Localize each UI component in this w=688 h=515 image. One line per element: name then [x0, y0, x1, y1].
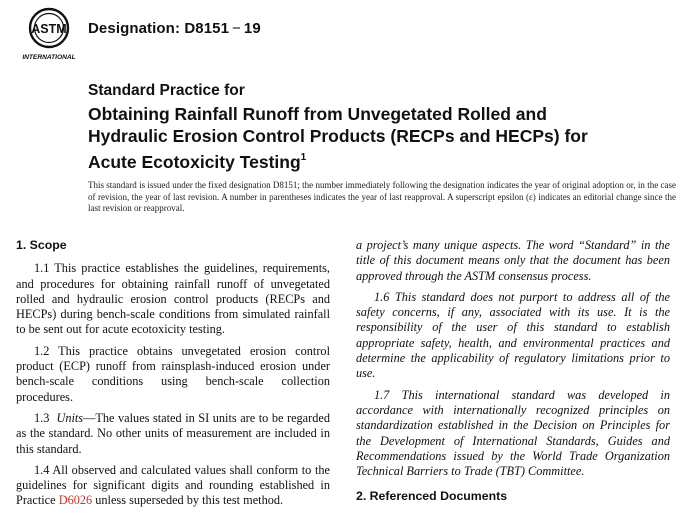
- title-pre: Standard Practice for: [88, 82, 245, 99]
- paragraph-1-3-label: Units: [56, 410, 84, 425]
- title-footnote-mark[interactable]: 1: [300, 152, 307, 163]
- paragraph-1-1: 1.1 This practice establishes the guidelines, requirements, and procedures for obtaining rainfall runoff of unvegetated rolled and hydraulic erosion control products (RECPs and HECPs) during bench-scale conditions from simulated rainfall to be sent out for acute ecotoxicity testing.: [16, 261, 330, 337]
- paragraph-1-4-text: 1.4 All observed and calculated values shall conform to the guidelines for significant digits and rounding established in: [16, 462, 330, 493]
- title-line-1: Obtaining Rainfall Runoff from Unvegetated Rolled and: [88, 104, 547, 124]
- title-line-2: Hydraulic Erosion Control Products (RECPs and HECPs) for: [88, 126, 588, 146]
- paragraph-1-5-continued: a project’s many unique aspects. The word “Standard” in the title of this document means only that the document has been approved through the ASTM consensus process.: [356, 238, 670, 283]
- title-line-3-text: Acute Ecotoxicity Testing: [88, 152, 301, 172]
- designation-dash: −: [232, 20, 241, 37]
- designation-year: 19: [243, 20, 261, 37]
- paragraph-1-2: 1.2 This practice obtains unvegetated erosion control product (ECP) runoff from rainsplash-induced erosion under bench-scale conditions using bench-scale collection procedures.: [16, 343, 330, 404]
- logo-text: ASTM: [31, 22, 67, 36]
- document-title: [88, 82, 668, 173]
- left-column: [16, 238, 330, 515]
- paragraph-1-3-num: 1.3: [34, 410, 50, 425]
- section-heading-referenced-documents: 2. Referenced Documents: [356, 489, 508, 504]
- paragraph-1-3-text: —The values stated in SI units are to be regarded as the standard. No other units of measurement are included in this standard.: [16, 410, 330, 456]
- d6026-link[interactable]: D6026: [58, 493, 93, 508]
- section-heading-scope: 1. Scope: [16, 238, 67, 252]
- paragraph-1-4-tail: unless superseded by this test method.: [95, 493, 284, 508]
- issuance-statement: This standard is issued under the fixed designation D8151; the number immediately following the designation indicates the year of original adoption or, in the case of revision, the year of last revision. A number in parentheses indicates the year of last reapproval. A superscript epsilon (ε) indicates an editorial change since the last revision or reapproval.: [88, 180, 676, 213]
- paragraph-1-4: [16, 463, 330, 509]
- astm-logo: [18, 6, 80, 64]
- designation-number: D8151: [184, 20, 230, 37]
- designation-label: Designation:: [88, 20, 181, 37]
- designation: [88, 20, 261, 37]
- title-line-3: [88, 147, 668, 173]
- paragraph-1-7: 1.7 This international standard was developed in accordance with internationally recognized principles on standardization established in the Decision on Principles for the Development of International Standards, Guides and Recommendations issued by the World Trade Organization Technical Barriers to Trade (TBT) Committee.: [356, 387, 670, 479]
- astm-logo-graphic: [18, 6, 80, 64]
- paragraph-1-3: [16, 411, 330, 457]
- paragraph-1-4-pre: Practice: [16, 493, 56, 508]
- paragraph-1-6: 1.6 This standard does not purport to address all of the safety concerns, if any, associated with its use. It is the responsibility of the user of this standard to establish appropriate safety, health, and environmental practices and determine the applicability of regulatory limitations prior to use.: [356, 289, 670, 381]
- right-column: [356, 238, 670, 513]
- logo-subtext: INTERNATIONAL: [22, 54, 76, 61]
